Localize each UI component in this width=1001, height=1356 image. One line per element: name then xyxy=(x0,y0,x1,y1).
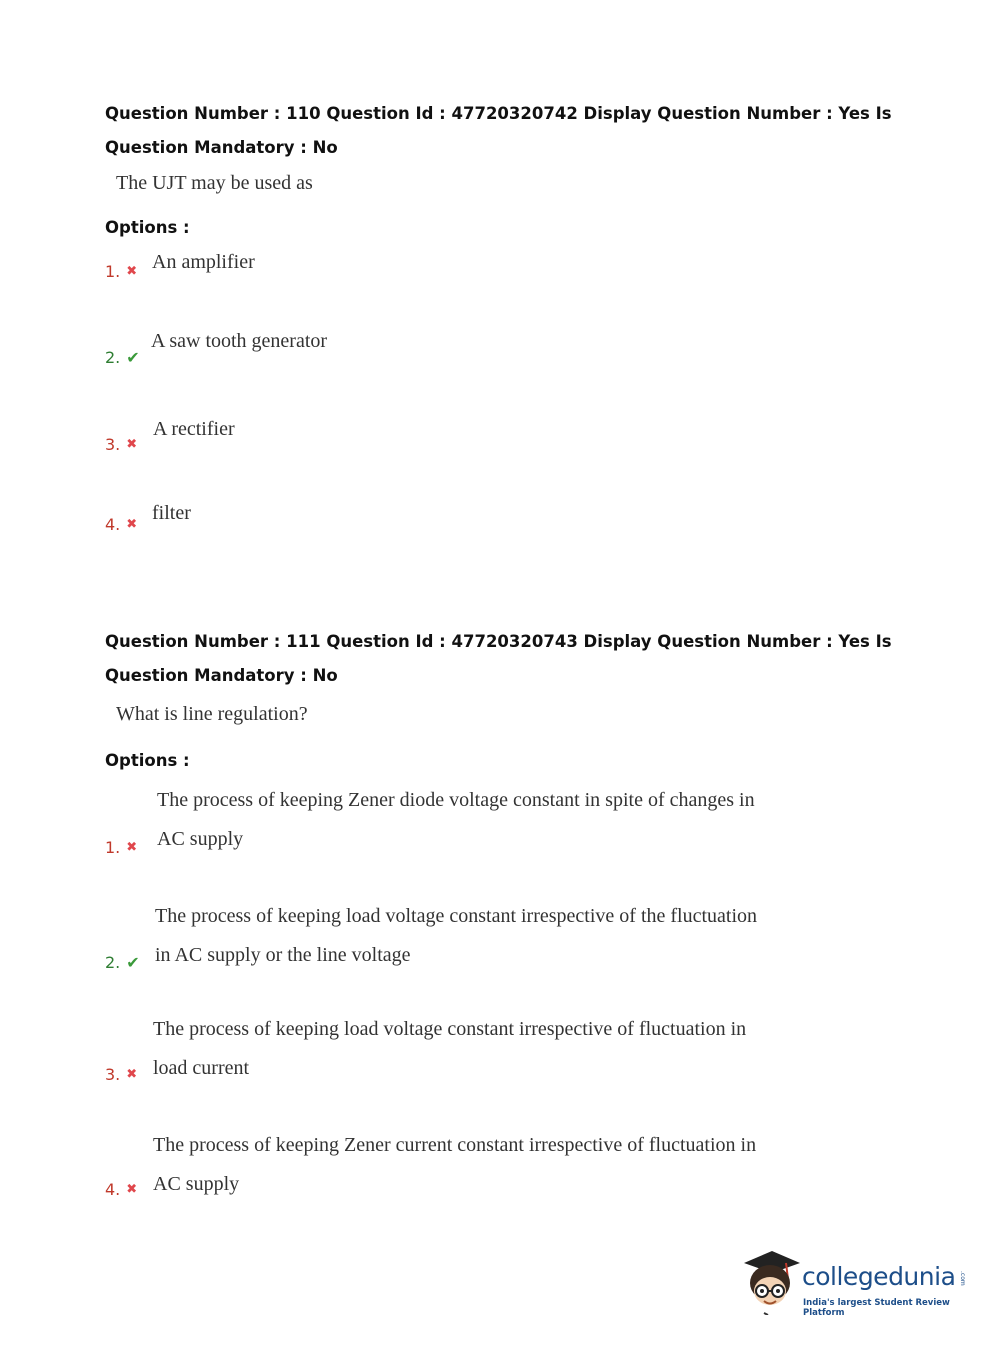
q110-option-3-marker xyxy=(105,435,137,454)
cross-icon: ✖ xyxy=(126,1182,138,1197)
q110-option-1-marker xyxy=(105,262,137,281)
q111-option-2-marker xyxy=(105,953,140,972)
question-111-header: Question Number : 111 Question Id : 47720320743 Display Question Number : Yes Is Question Mandatory : No xyxy=(105,632,892,685)
q111-option-1-text xyxy=(157,781,755,858)
option-number: 3. xyxy=(105,1065,121,1084)
q110-option-2-marker xyxy=(105,348,140,367)
option-line: An amplifier xyxy=(152,251,255,273)
check-icon: ✔ xyxy=(126,953,140,972)
mascot-icon xyxy=(742,1249,800,1315)
q111-option-4-marker xyxy=(105,1180,137,1199)
option-line: AC supply xyxy=(153,1172,240,1195)
option-line: The process of keeping Zener current constant irrespective of fluctuation in xyxy=(153,1134,757,1156)
cross-icon: ✖ xyxy=(126,264,138,279)
cross-icon: ✖ xyxy=(126,517,138,532)
cross-icon: ✖ xyxy=(126,437,138,452)
option-number: 3. xyxy=(105,435,121,454)
cross-icon: ✖ xyxy=(126,840,138,855)
check-icon: ✔ xyxy=(126,348,140,367)
q111-option-2-text xyxy=(155,897,757,974)
question-111-options-label: Options : xyxy=(105,751,190,770)
cross-icon: ✖ xyxy=(126,1067,138,1082)
option-number: 1. xyxy=(105,262,121,281)
option-line: A rectifier xyxy=(153,418,235,440)
option-number: 2. xyxy=(105,953,121,972)
question-110-options-label: Options : xyxy=(105,218,190,237)
logo-tagline: India's largest Student Review Platform xyxy=(803,1298,950,1318)
q110-option-2-text xyxy=(151,322,327,361)
q111-option-3-text xyxy=(153,1010,746,1087)
q111-option-1-marker xyxy=(105,838,137,857)
option-line: AC supply xyxy=(157,827,244,850)
q110-option-4-marker xyxy=(105,515,137,534)
q111-option-4-text xyxy=(153,1126,756,1203)
option-line: A saw tooth generator xyxy=(151,330,328,352)
option-number: 4. xyxy=(105,1180,121,1199)
logo-suffix: .com xyxy=(959,1271,966,1286)
question-111-text: What is line regulation? xyxy=(116,703,308,725)
q110-option-3-text xyxy=(153,410,235,449)
option-line: in AC supply or the line voltage xyxy=(155,943,411,966)
logo-wordmark: collegedunia xyxy=(802,1262,956,1291)
option-number: 1. xyxy=(105,838,121,857)
collegedunia-logo xyxy=(742,1247,972,1317)
option-line: The process of keeping load voltage constant irrespective of fluctuation in xyxy=(153,1018,747,1040)
question-110-header: Question Number : 110 Question Id : 47720320742 Display Question Number : Yes Is Question Mandatory : No xyxy=(105,104,892,157)
q110-option-1-text xyxy=(152,243,255,282)
q110-option-4-text xyxy=(152,494,191,533)
option-line: filter xyxy=(152,502,191,524)
option-line: load current xyxy=(153,1056,250,1079)
option-number: 2. xyxy=(105,348,121,367)
option-number: 4. xyxy=(105,515,121,534)
question-110-text: The UJT may be used as xyxy=(116,172,313,194)
option-line: The process of keeping Zener diode voltage constant in spite of changes in xyxy=(157,789,755,811)
q111-option-3-marker xyxy=(105,1065,137,1084)
option-line: The process of keeping load voltage constant irrespective of the fluctuation xyxy=(155,905,758,927)
